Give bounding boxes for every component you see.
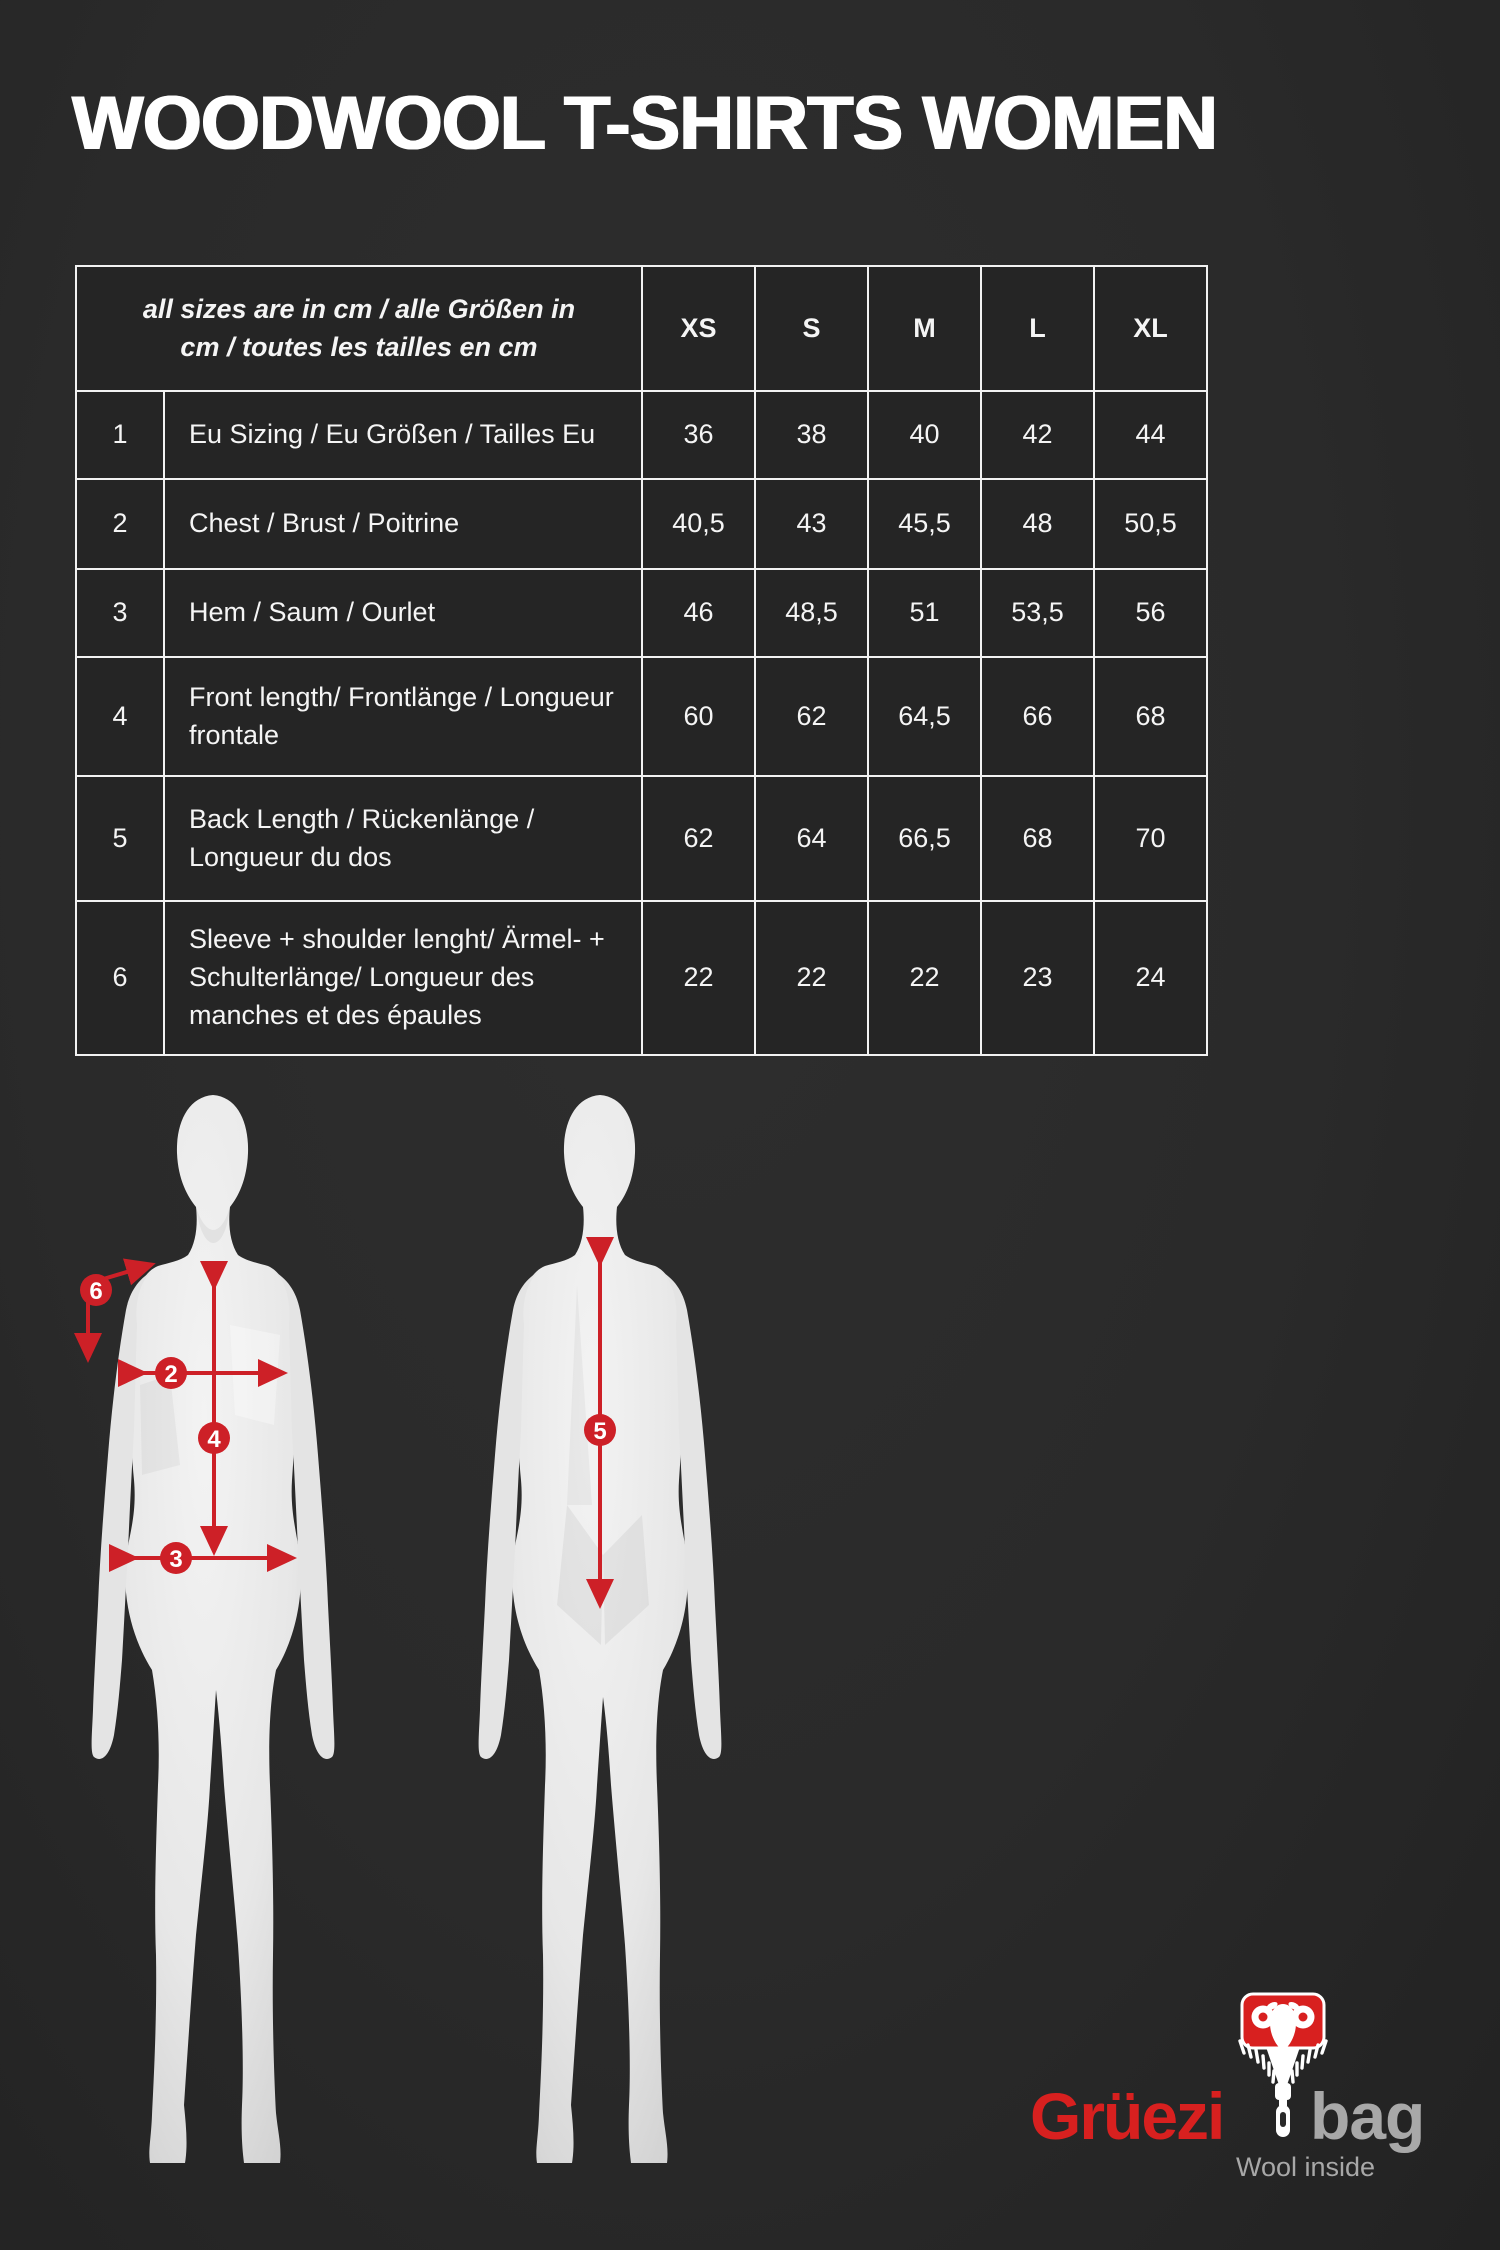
row-label: Front length/ Frontlänge / Longueur frontale [164,657,642,776]
row-label: Hem / Saum / Ourlet [164,569,642,657]
brand-tagline: Wool inside [1236,2152,1376,2182]
mannequin-back [479,1095,722,2163]
cell-value: 60 [642,657,755,776]
page-title: WOODWOOL T-SHIRTS WOMEN [72,81,1218,166]
cell-value: 48,5 [755,569,868,657]
row-number: 2 [76,479,164,569]
cell-value: 44 [1094,391,1207,479]
badge-6-label: 6 [89,1278,103,1305]
cell-value: 38 [755,391,868,479]
zipper-gap [1266,2047,1300,2088]
col-header-xs: XS [642,266,755,391]
row-label: Eu Sizing / Eu Größen / Tailles Eu [164,391,642,479]
table-row [76,569,1207,657]
cell-value: 62 [755,657,868,776]
table-row [76,776,1207,901]
cell-value: 51 [868,569,981,657]
cell-value: 43 [755,479,868,569]
row-label: Sleeve + shoulder lenght/ Ärmel- + Schulterlänge/ Longueur des manches et des épaules [164,901,642,1055]
col-header-xl: XL [1094,266,1207,391]
size-table [75,265,1208,1056]
badge-4-label: 4 [207,1426,221,1453]
cell-value: 22 [642,901,755,1055]
col-header-l: L [981,266,1094,391]
brand-logo [1030,1990,1470,2190]
row-number: 1 [76,391,164,479]
row-label: Chest / Brust / Poitrine [164,479,642,569]
brand-name-red: Grüezi [1030,2079,1224,2153]
badge-5-label: 5 [593,1418,607,1445]
cell-value: 22 [755,901,868,1055]
row-number: 4 [76,657,164,776]
cell-value: 50,5 [1094,479,1207,569]
cell-value: 40,5 [642,479,755,569]
cell-value: 70 [1094,776,1207,901]
row-number: 5 [76,776,164,901]
cell-value: 36 [642,391,755,479]
badge-3-label: 3 [169,1546,183,1573]
zipper-pull [1275,2083,1291,2137]
cell-value: 48 [981,479,1094,569]
badge-2-label: 2 [164,1361,178,1388]
cell-value: 66 [981,657,1094,776]
table-row [76,901,1207,1055]
cell-value: 62 [642,776,755,901]
cell-value: 66,5 [868,776,981,901]
mannequin-front [92,1095,335,2163]
brand-name-gray: bag [1310,2079,1425,2153]
mannequin-measurement-figures [30,1085,770,2185]
cell-value: 40 [868,391,981,479]
col-header-s: S [755,266,868,391]
cell-value: 45,5 [868,479,981,569]
units-note: all sizes are in cm / alle Größen in cm / toutes les tailles en cm [76,266,642,391]
row-label: Back Length / Rückenlänge / Longueur du dos [164,776,642,901]
col-header-m: M [868,266,981,391]
cell-value: 64 [755,776,868,901]
cell-value: 46 [642,569,755,657]
table-header-row [76,266,1207,391]
table-row [76,479,1207,569]
cell-value: 68 [1094,657,1207,776]
row-number: 6 [76,901,164,1055]
cell-value: 56 [1094,569,1207,657]
cell-value: 42 [981,391,1094,479]
table-row [76,391,1207,479]
cell-value: 68 [981,776,1094,901]
cell-value: 24 [1094,901,1207,1055]
row-number: 3 [76,569,164,657]
cell-value: 22 [868,901,981,1055]
cell-value: 53,5 [981,569,1094,657]
cell-value: 64,5 [868,657,981,776]
table-row [76,657,1207,776]
cell-value: 23 [981,901,1094,1055]
